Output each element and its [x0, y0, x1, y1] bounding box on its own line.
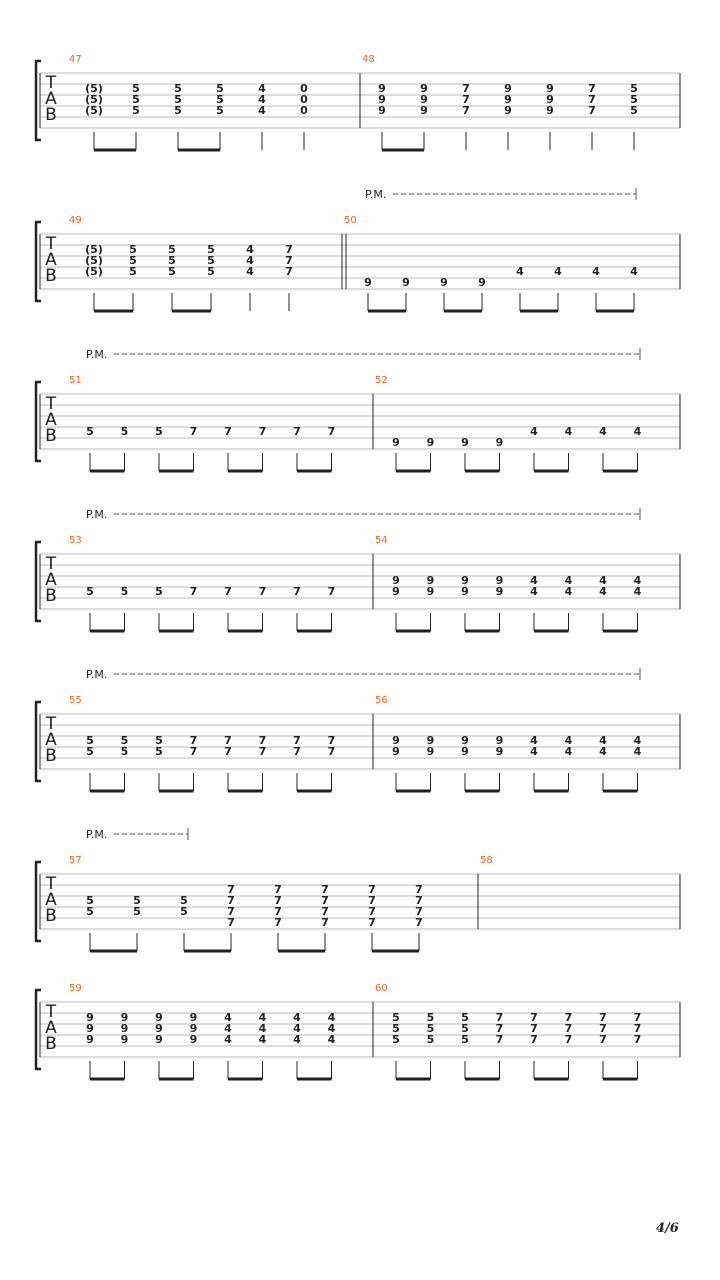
fret-number: 9: [155, 1033, 163, 1046]
fret-number: 0: [300, 104, 308, 117]
fret-number: 5: [120, 585, 129, 598]
fret-number: 7: [415, 883, 423, 896]
fret-number: 7: [588, 104, 596, 117]
tab-clef-letter: B: [45, 746, 57, 766]
fret-number: 7: [189, 734, 198, 747]
fret-number: 4: [599, 425, 607, 438]
fret-number: 7: [224, 425, 232, 438]
fret-number: 9: [402, 276, 410, 289]
fret-number: 9: [426, 436, 435, 449]
fret-number: 9: [392, 574, 400, 587]
fret-number: 5: [461, 1033, 469, 1046]
fret-number: 4: [293, 1011, 301, 1024]
tab-clef-letter: B: [45, 906, 57, 926]
fret-number: 7: [258, 745, 267, 758]
fret-number: 7: [258, 585, 267, 598]
fret-number: 4: [258, 1033, 267, 1046]
fret-number: 5: [180, 894, 188, 907]
tab-clef-letter: B: [45, 105, 57, 125]
fret-number: 5: [132, 82, 140, 95]
fret-number: 7: [327, 745, 336, 758]
fret-number: 9: [120, 1011, 129, 1024]
fret-number: 5: [129, 265, 137, 278]
fret-number: 7: [327, 425, 336, 438]
fret-number: 7: [415, 916, 423, 929]
fret-number: 5: [132, 104, 140, 117]
fret-number: 9: [392, 745, 400, 758]
fret-number: 5: [168, 243, 176, 256]
fret-number: 4: [224, 1033, 232, 1046]
fret-number: 7: [588, 93, 596, 106]
fret-number: 7: [293, 745, 301, 758]
fret-number: 5: [120, 734, 129, 747]
measure-number: 51: [69, 375, 82, 386]
fret-number: 7: [564, 1022, 573, 1035]
fret-number: 9: [189, 1022, 198, 1035]
fret-number: 4: [530, 745, 538, 758]
fret-number: 5: [86, 585, 94, 598]
fret-number: 9: [420, 93, 428, 106]
measure-number: 59: [69, 983, 82, 994]
tab-clef-letter: T: [45, 554, 57, 574]
fret-number: 9: [461, 745, 469, 758]
fret-number: 5: [630, 104, 638, 117]
fret-number: 7: [599, 1022, 607, 1035]
fret-number: (5): [85, 93, 103, 106]
tab-clef-letter: T: [45, 394, 57, 414]
fret-number: 7: [258, 734, 267, 747]
tab-clef-letter: A: [45, 250, 57, 270]
fret-number: 7: [462, 93, 470, 106]
fret-number: 5: [174, 104, 182, 117]
fret-number: 7: [321, 905, 329, 918]
tab-clef-letter: B: [45, 266, 57, 286]
fret-number: 7: [274, 916, 282, 929]
fret-number: 5: [207, 243, 215, 256]
fret-number: 7: [368, 916, 376, 929]
fret-number: 5: [132, 93, 140, 106]
fret-number: 4: [530, 734, 538, 747]
fret-number: 5: [155, 425, 163, 438]
fret-number: 9: [392, 436, 400, 449]
fret-number: 4: [564, 574, 573, 587]
measure-number: 58: [480, 855, 493, 866]
fret-number: 4: [633, 425, 642, 438]
fret-number: 7: [599, 1011, 607, 1024]
fret-number: 5: [155, 734, 163, 747]
fret-number: 4: [599, 585, 607, 598]
fret-number: 4: [633, 745, 642, 758]
tab-clef-letter: A: [45, 730, 57, 750]
fret-number: (5): [85, 243, 103, 256]
fret-number: 9: [392, 585, 400, 598]
fret-number: 5: [129, 243, 137, 256]
fret-number: 5: [426, 1022, 435, 1035]
fret-number: 7: [189, 745, 198, 758]
fret-number: 5: [133, 905, 141, 918]
measure-number: 47: [69, 54, 82, 65]
fret-number: 5: [133, 894, 141, 907]
fret-number: 7: [189, 585, 198, 598]
fret-number: 5: [86, 734, 94, 747]
fret-number: 4: [258, 1011, 267, 1024]
fret-number: 7: [564, 1011, 573, 1024]
fret-number: 5: [86, 425, 94, 438]
fret-number: 5: [461, 1022, 469, 1035]
fret-number: 7: [224, 734, 232, 747]
tab-clef-letter: B: [45, 1034, 57, 1054]
fret-number: 5: [180, 905, 188, 918]
palm-mute-label: P.M.: [86, 828, 108, 841]
fret-number: 5: [174, 82, 182, 95]
fret-number: 5: [174, 93, 182, 106]
tab-clef-letter: T: [45, 234, 57, 254]
fret-number: 4: [564, 745, 573, 758]
fret-number: 9: [461, 574, 469, 587]
tab-clef-letter: T: [45, 73, 57, 93]
fret-number: 4: [530, 574, 538, 587]
fret-number: 9: [495, 436, 504, 449]
fret-number: 7: [321, 883, 329, 896]
fret-number: 9: [478, 276, 486, 289]
fret-number: 9: [461, 585, 469, 598]
fret-number: 4: [516, 265, 524, 278]
fret-number: 4: [224, 1011, 232, 1024]
fret-number: 4: [258, 82, 266, 95]
fret-number: 7: [227, 905, 235, 918]
fret-number: 9: [504, 104, 512, 117]
fret-number: 4: [327, 1011, 336, 1024]
fret-number: 9: [86, 1022, 94, 1035]
fret-number: 9: [495, 734, 504, 747]
fret-number: 4: [258, 93, 266, 106]
fret-number: 4: [258, 1022, 267, 1035]
fret-number: 5: [392, 1033, 400, 1046]
fret-number: 5: [168, 265, 176, 278]
fret-number: 9: [378, 93, 386, 106]
fret-number: 4: [246, 254, 254, 267]
tab-clef-letter: T: [45, 1002, 57, 1022]
measure-number: 55: [69, 695, 82, 706]
fret-number: 5: [86, 894, 94, 907]
fret-number: 9: [504, 82, 512, 95]
fret-number: (5): [85, 265, 103, 278]
fret-number: 9: [189, 1033, 198, 1046]
fret-number: 9: [426, 574, 435, 587]
measure-number: 60: [375, 983, 388, 994]
fret-number: 7: [285, 254, 293, 267]
fret-number: 5: [216, 93, 224, 106]
fret-number: 4: [633, 585, 642, 598]
fret-number: 5: [155, 745, 163, 758]
fret-number: 7: [633, 1011, 642, 1024]
measure-number: 49: [69, 215, 82, 226]
measure-number: 56: [375, 695, 388, 706]
fret-number: 7: [227, 883, 235, 896]
fret-number: 5: [216, 82, 224, 95]
fret-number: 9: [392, 734, 400, 747]
fret-number: 7: [293, 425, 301, 438]
fret-number: 4: [633, 574, 642, 587]
tab-clef-letter: A: [45, 890, 57, 910]
fret-number: 5: [207, 254, 215, 267]
fret-number: 4: [224, 1022, 232, 1035]
palm-mute-label: P.M.: [86, 668, 108, 681]
fret-number: 7: [530, 1011, 538, 1024]
fret-number: 7: [495, 1022, 504, 1035]
fret-number: 9: [461, 436, 469, 449]
fret-number: 5: [168, 254, 176, 267]
fret-number: 4: [293, 1033, 301, 1046]
fret-number: 7: [224, 745, 232, 758]
fret-number: 7: [530, 1022, 538, 1035]
fret-number: 5: [120, 425, 129, 438]
fret-number: (5): [85, 254, 103, 267]
fret-number: 9: [546, 82, 554, 95]
fret-number: 9: [86, 1011, 94, 1024]
fret-number: 7: [564, 1033, 573, 1046]
fret-number: (5): [85, 104, 103, 117]
fret-number: 9: [86, 1033, 94, 1046]
fret-number: 9: [495, 574, 504, 587]
fret-number: 7: [227, 894, 235, 907]
fret-number: 7: [530, 1033, 538, 1046]
fret-number: 4: [630, 265, 638, 278]
fret-number: 5: [426, 1033, 435, 1046]
fret-number: 5: [86, 745, 94, 758]
fret-number: 9: [495, 745, 504, 758]
fret-number: 4: [554, 265, 562, 278]
fret-number: 4: [293, 1022, 301, 1035]
tab-clef-letter: A: [45, 410, 57, 430]
fret-number: 4: [592, 265, 600, 278]
fret-number: 5: [630, 82, 638, 95]
tab-clef-letter: B: [45, 586, 57, 606]
fret-number: 9: [420, 82, 428, 95]
fret-number: 9: [120, 1033, 129, 1046]
tab-clef-letter: A: [45, 1018, 57, 1038]
fret-number: 7: [285, 265, 293, 278]
fret-number: 4: [599, 734, 607, 747]
fret-number: 9: [120, 1022, 129, 1035]
fret-number: 9: [378, 104, 386, 117]
fret-number: 5: [86, 905, 94, 918]
fret-number: 7: [327, 585, 336, 598]
fret-number: 7: [462, 82, 470, 95]
fret-number: 7: [227, 916, 235, 929]
fret-number: 5: [155, 585, 163, 598]
fret-number: 4: [246, 243, 254, 256]
fret-number: 9: [546, 93, 554, 106]
fret-number: 5: [392, 1011, 400, 1024]
fret-number: 7: [293, 734, 301, 747]
fret-number: 9: [378, 82, 386, 95]
fret-number: 0: [300, 93, 308, 106]
fret-number: 7: [368, 894, 376, 907]
fret-number: 4: [258, 104, 266, 117]
fret-number: 9: [426, 745, 435, 758]
palm-mute-label: P.M.: [86, 348, 108, 361]
fret-number: 9: [426, 585, 435, 598]
fret-number: 5: [426, 1011, 435, 1024]
fret-number: 5: [461, 1011, 469, 1024]
fret-number: 7: [599, 1033, 607, 1046]
fret-number: 7: [495, 1011, 504, 1024]
fret-number: 4: [599, 574, 607, 587]
fret-number: 7: [274, 905, 282, 918]
tab-clef-letter: A: [45, 570, 57, 590]
fret-number: 9: [155, 1022, 163, 1035]
fret-number: 9: [461, 734, 469, 747]
measure-number: 57: [69, 855, 82, 866]
fret-number: 7: [224, 585, 232, 598]
measure-number: 54: [375, 535, 388, 546]
fret-number: 7: [633, 1022, 642, 1035]
measure-number: 52: [375, 375, 388, 386]
palm-mute-label: P.M.: [86, 508, 108, 521]
fret-number: 9: [364, 276, 372, 289]
fret-number: 7: [285, 243, 293, 256]
fret-number: 5: [216, 104, 224, 117]
fret-number: 7: [258, 425, 267, 438]
tab-clef-letter: T: [45, 714, 57, 734]
fret-number: 4: [564, 425, 573, 438]
tab-clef-letter: T: [45, 874, 57, 894]
tab-clef-letter: A: [45, 89, 57, 109]
fret-number: 9: [155, 1011, 163, 1024]
fret-number: 7: [274, 894, 282, 907]
fret-number: (5): [85, 82, 103, 95]
fret-number: 7: [321, 916, 329, 929]
fret-number: 7: [293, 585, 301, 598]
fret-number: 0: [300, 82, 308, 95]
fret-number: 7: [368, 905, 376, 918]
fret-number: 9: [546, 104, 554, 117]
fret-number: 4: [599, 745, 607, 758]
fret-number: 7: [327, 734, 336, 747]
page-number: 4/6: [656, 1221, 679, 1236]
palm-mute-label: P.M.: [365, 188, 387, 201]
fret-number: 7: [415, 894, 423, 907]
fret-number: 7: [321, 894, 329, 907]
fret-number: 7: [588, 82, 596, 95]
measure-number: 50: [344, 215, 357, 226]
fret-number: 4: [246, 265, 254, 278]
fret-number: 9: [420, 104, 428, 117]
fret-number: 9: [426, 734, 435, 747]
fret-number: 4: [633, 734, 642, 747]
fret-number: 7: [368, 883, 376, 896]
tab-clef-letter: B: [45, 426, 57, 446]
fret-number: 5: [630, 93, 638, 106]
measure-number: 48: [362, 54, 375, 65]
fret-number: 4: [327, 1022, 336, 1035]
fret-number: 4: [530, 585, 538, 598]
fret-number: 5: [120, 745, 129, 758]
fret-number: 4: [564, 734, 573, 747]
fret-number: 7: [415, 905, 423, 918]
fret-number: 9: [189, 1011, 198, 1024]
fret-number: 9: [504, 93, 512, 106]
fret-number: 7: [495, 1033, 504, 1046]
fret-number: 4: [327, 1033, 336, 1046]
fret-number: 7: [189, 425, 198, 438]
measure-number: 53: [69, 535, 82, 546]
fret-number: 5: [392, 1022, 400, 1035]
fret-number: 5: [207, 265, 215, 278]
fret-number: 9: [495, 585, 504, 598]
fret-number: 7: [462, 104, 470, 117]
fret-number: 9: [440, 276, 448, 289]
fret-number: 7: [633, 1033, 642, 1046]
fret-number: 7: [274, 883, 282, 896]
fret-number: 4: [564, 585, 573, 598]
fret-number: 4: [530, 425, 538, 438]
fret-number: 5: [129, 254, 137, 267]
